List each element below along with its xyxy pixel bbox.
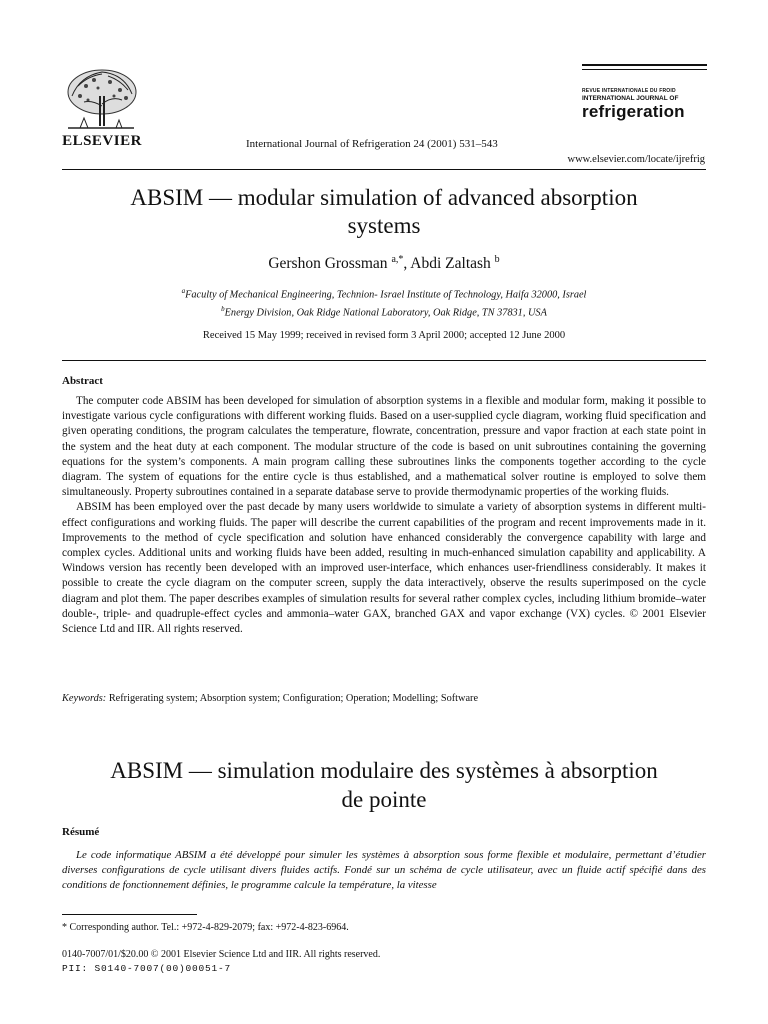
pii-line: PII: S0140-7007(00)00051-7 <box>62 963 232 974</box>
publisher-name: ELSEVIER <box>62 133 142 149</box>
abstract-body <box>62 394 706 637</box>
author-name: Gershon Grossman <box>268 255 388 273</box>
keywords <box>62 693 706 704</box>
french-title <box>62 756 706 814</box>
title-line: ABSIM — modular simulation of advanced absorption <box>130 185 638 210</box>
resume-paragraph: Le code informatique ABSIM a été développé pour simuler les systèmes à absorption sous forme flexible et modulaire, permettant d’étudier diverses configurations de cycle utilisant divers fluides actifs. Fondé sur un schéma de cycle utilisateur, avec un fluide actif spécifié dans des conditions de fonctionnement définies, le programme calcule la température, la vitesse <box>62 849 706 891</box>
title-line: ABSIM — simulation modulaire des systèmes à absorption <box>110 758 658 783</box>
received-dates: Received 15 May 1999; received in revised form 3 April 2000; accepted 12 June 2000 <box>202 330 566 341</box>
journal-revue: REVUE INTERNATIONALE DU FROID <box>582 88 676 94</box>
resume-body <box>62 848 706 893</box>
journal-name: refrigeration <box>582 102 685 121</box>
journal-masthead <box>582 64 707 122</box>
affiliations <box>62 284 706 321</box>
copyright-block <box>62 948 380 976</box>
masthead-rule <box>582 69 707 70</box>
authors: Gershon Grossman $^{a,*}$, Abdi Zaltash $^b$ <box>268 254 500 273</box>
journal-intl: INTERNATIONAL JOURNAL OF <box>582 95 679 102</box>
abstract-paragraph: ABSIM has been employed over the past decade by many users worldwide to simulate a variety of absorption systems in different multi-effect configurations and working fluids. The paper will describe the current capabilities of the program and recent improvements made in it. Improvements to the method of cycle specification and solution have enhanced considerably the convergence capability with large and complex cycles. Additional units and working fluids have been added, resulting in much-enhanced simulation capability and applicability. A Windows version has recently been developed with an improved user-interface, which enhances user-friendliness considerably. It makes it possible to create the cycle diagram on the computer screen, supply the data interactively, observe the results superimposed on the cycle diagram and plot them. The paper describes examples of simulation results for several rather complex cycles, including lithium bromide–water double-, triple- and quadruple-effect cycles and ammonia–water GAX, branched GAX and vapor exchange (VX) cycles. © 2001 Elsevier Science Ltd and IIR. All rights reserved. <box>62 501 706 636</box>
footnote-divider <box>62 914 197 915</box>
masthead-rule <box>582 64 707 66</box>
header-divider <box>62 169 706 170</box>
keywords-list: Refrigerating system; Absorption system; Configuration; Operation; Modelling; Software <box>108 693 479 704</box>
article-title <box>62 184 706 240</box>
journal-url[interactable]: www.elsevier.com/locate/ijrefrig <box>567 154 705 165</box>
author-affil-mark: a,* <box>391 254 404 265</box>
affiliation-a: $^a$Faculty of Mechanical Engineering, Technion- Israel Institute of Technology, Haifa 32000, Israel <box>181 287 587 301</box>
resume-heading: Résumé <box>62 826 100 838</box>
affiliation-b: $^b$Energy Division, Oak Ridge National Laboratory, Oak Ridge, TN 37831, USA <box>221 305 547 319</box>
abstract-paragraph: The computer code ABSIM has been developed for simulation of absorption systems in a flexible and modular form, making it possible to investigate various cycle configurations with different working fluids. Based on a user-supplied cycle diagram, working fluid specification and given operating conditions, the program calculates the temperature, flowrate, concentration, pressure and vapor fraction at each state point in the system and the heat duty at each component. The modular structure of the code is based on unit subroutines containing the governing equations for the system’s components. A main program calling these subroutines links the components together according to the cycle diagram. The system of equations for the entire cycle is thus established, and a mathematical solver routine is employed to solve them simultaneously. Property subroutines contained in a separate database serve to provide thermodynamic properties of the working fluids. <box>62 395 706 499</box>
abstract-divider <box>62 360 706 361</box>
title-line: systems <box>347 213 421 238</box>
corresponding-author-footnote: * Corresponding author. Tel.: +972-4-829-2079; fax: +972-4-823-6964. <box>62 922 349 933</box>
abstract-heading: Abstract <box>62 375 103 387</box>
author-affil-mark: b <box>494 254 500 265</box>
journal-citation: International Journal of Refrigeration 24 (2001) 531–543 <box>246 138 498 150</box>
copyright-line: 0140-7007/01/$20.00 © 2001 Elsevier Science Ltd and IIR. All rights reserved. <box>62 949 381 960</box>
title-line: de pointe <box>341 787 427 812</box>
author-name: Abdi Zaltash <box>410 255 491 273</box>
keywords-label: Keywords: <box>62 693 107 704</box>
